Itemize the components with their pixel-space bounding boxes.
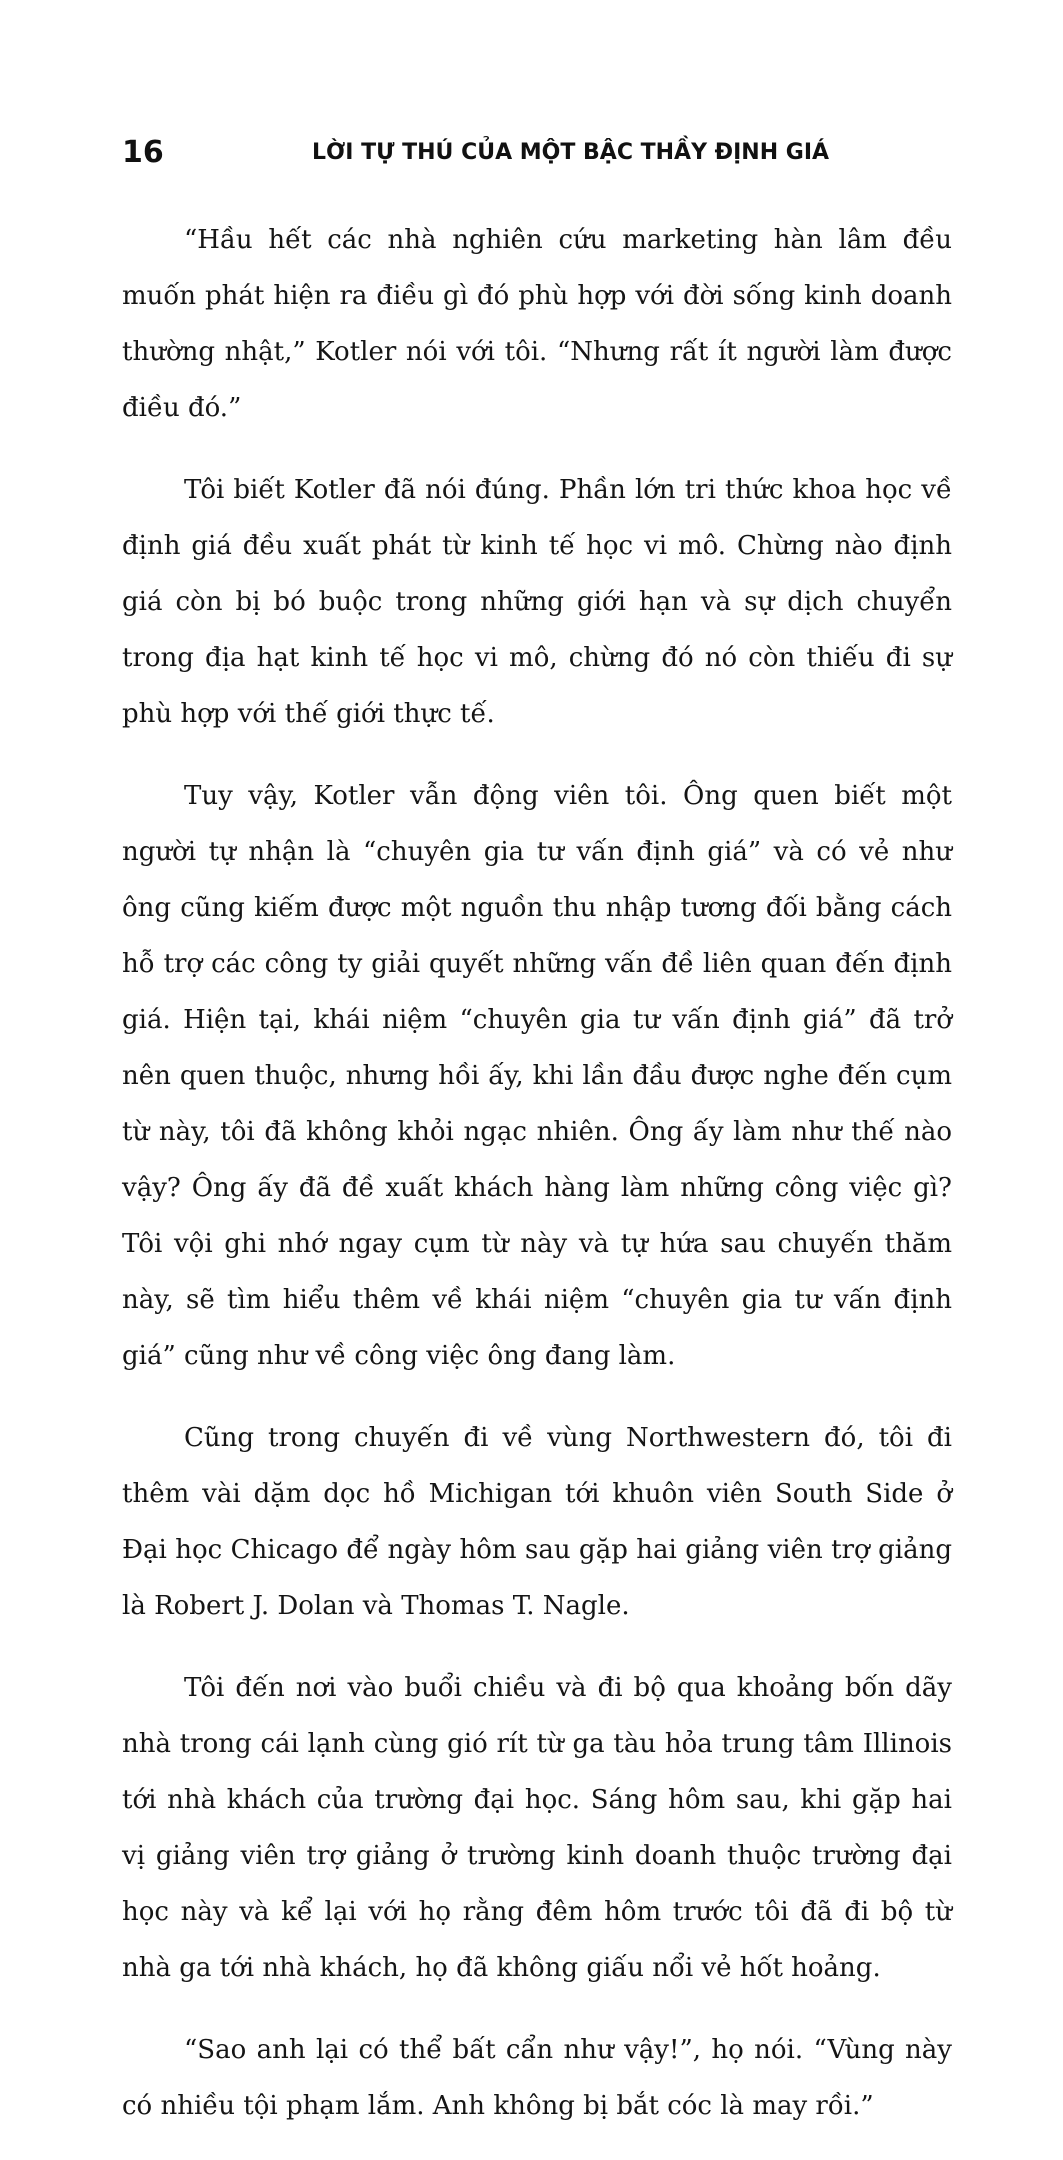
paragraph-2: Tôi biết Kotler đã nói đúng. Phần lớn tri thức khoa học về định giá đều xuất phát từ kinh tế học vi mô. Chừng nào định giá còn bị bó buộc trong những giới hạn và sự dịch chuyển trong địa hạt kinh tế học vi mô, chừng đó nó còn thiếu đi sự phù hợp với thế giới thực tế.	[122, 475, 952, 729]
paragraph-3: Tuy vậy, Kotler vẫn động viên tôi. Ông quen biết một người tự nhận là “chuyên gia tư vấn định giá” và có vẻ như ông cũng kiếm được một nguồn thu nhập tương đối bằng cách hỗ trợ các công ty giải quyết những vấn đề liên quan đến định giá. Hiện tại, khái niệm “chuyên gia tư vấn định giá” đã trở nên quen thuộc, nhưng hồi ấy, khi lần đầu được nghe đến cụm từ này, tôi đã không khỏi ngạc nhiên. Ông ấy làm như thế nào vậy? Ông ấy đã đề xuất khách hàng làm những công việc gì? Tôi vội ghi nhớ ngay cụm từ này và tự hứa sau chuyến thăm này, sẽ tìm hiểu thêm về khái niệm “chuyên gia tư vấn định giá” cũng như về công việc ông đang làm.	[122, 781, 952, 1371]
page-header	[122, 128, 952, 178]
paragraph-1: “Hầu hết các nhà nghiên cứu marketing hàn lâm đều muốn phát hiện ra điều gì đó phù hợp với đời sống kinh doanh thường nhật,” Kotler nói với tôi. “Nhưng rất ít người làm được điều đó.”	[122, 225, 952, 423]
running-title: LỜI TỰ THÚ CỦA MỘT BẬC THẦY ĐỊNH GIÁ	[312, 140, 830, 165]
body-text	[122, 212, 952, 2160]
paragraph-6: “Sao anh lại có thể bất cẩn như vậy!”, họ nói. “Vùng này có nhiều tội phạm lắm. Anh không bị bắt cóc là may rồi.”	[122, 2035, 952, 2121]
paragraph-4: Cũng trong chuyến đi về vùng Northwestern đó, tôi đi thêm vài dặm dọc hồ Michigan tới khuôn viên South Side ở Đại học Chicago để ngày hôm sau gặp hai giảng viên trợ giảng là Robert J. Dolan và Thomas T. Nagle.	[122, 1423, 952, 1621]
paragraph-5: Tôi đến nơi vào buổi chiều và đi bộ qua khoảng bốn dãy nhà trong cái lạnh cùng gió rít từ ga tàu hỏa trung tâm Illinois tới nhà khách của trường đại học. Sáng hôm sau, khi gặp hai vị giảng viên trợ giảng ở trường kinh doanh thuộc trường đại học này và kể lại với họ rằng đêm hôm trước tôi đã đi bộ từ nhà ga tới nhà khách, họ đã không giấu nổi vẻ hốt hoảng.	[122, 1673, 952, 1983]
page-number: 16	[122, 135, 164, 170]
